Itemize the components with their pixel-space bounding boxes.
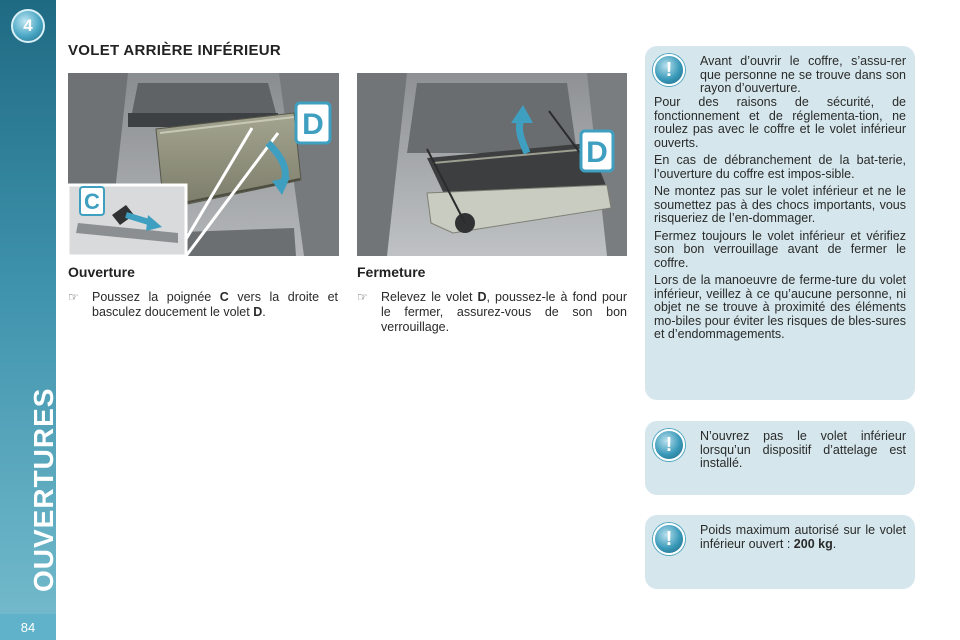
closing-instruction: ☞ Relevez le volet D, poussez-le à fond pour le fermer, assurez-vous de son bon verrouillage. — [357, 290, 627, 334]
warning-paragraph: En cas de débranchement de la bat-terie, l’ouverture du coffre est impos-sible. — [654, 153, 906, 181]
warning-paragraph: Pour des raisons de sécurité, de fonctionnement et de réglementa-tion, ne roulez pas avec le coffre et le volet inférieur ouverts. — [654, 95, 906, 150]
closing-illustration — [357, 73, 627, 256]
warning-note-towbar — [645, 421, 915, 495]
warning-lead: N’ouvrez pas le volet inférieur lorsqu’un dispositif d’attelage est installé. — [700, 429, 906, 470]
warning-lead: Avant d’ouvrir le coffre, s’assu-rer que personne ne se trouve dans son rayon d’ouverture. — [700, 54, 906, 95]
closing-heading: Fermeture — [357, 264, 426, 280]
warning-paragraph: Fermez toujours le volet inférieur et vérifiez son bon verrouillage avant de fermer le coffre. — [654, 228, 906, 270]
chapter-number-badge: 4 — [11, 9, 45, 43]
callout-d-right: D — [586, 136, 608, 169]
chapter-title: OUVERTURES — [28, 387, 59, 592]
opening-illustration — [68, 73, 339, 256]
warning-icon: ! — [653, 429, 685, 461]
pointing-hand-icon: ☞ — [68, 290, 79, 304]
callout-d-left: D — [302, 108, 324, 141]
warning-paragraph: Lors de la manoeuvre de ferme-ture du volet inférieur, veillez à ce qu’aucune personne, ni objet ne se trouve à proximité des éléments mo-biles pour éviter les risques de bles-sures et d’endommagements. — [654, 273, 906, 341]
warning-paragraphs — [654, 96, 906, 346]
opening-instruction: ☞ Poussez la poignée C vers la droite et basculez doucement le volet D. — [68, 290, 338, 319]
warning-icon: ! — [653, 523, 685, 555]
warning-icon: ! — [653, 54, 685, 86]
warning-note-safety — [645, 46, 915, 400]
opening-heading: Ouverture — [68, 264, 135, 280]
page-number: 84 — [0, 614, 56, 640]
section-title: VOLET ARRIÈRE INFÉRIEUR — [68, 42, 282, 59]
chapter-sidebar — [0, 0, 59, 640]
warning-note-max-weight — [645, 515, 915, 589]
pointing-hand-icon: ☞ — [357, 290, 368, 304]
warning-lead: Poids maximum autorisé sur le volet inférieur ouvert : 200 kg. — [700, 523, 906, 551]
callout-c: C — [84, 189, 100, 214]
warning-paragraph: Ne montez pas sur le volet inférieur et ne le soumettez pas à des chocs importants, vous risqueriez de l’en-dommager. — [654, 184, 906, 225]
